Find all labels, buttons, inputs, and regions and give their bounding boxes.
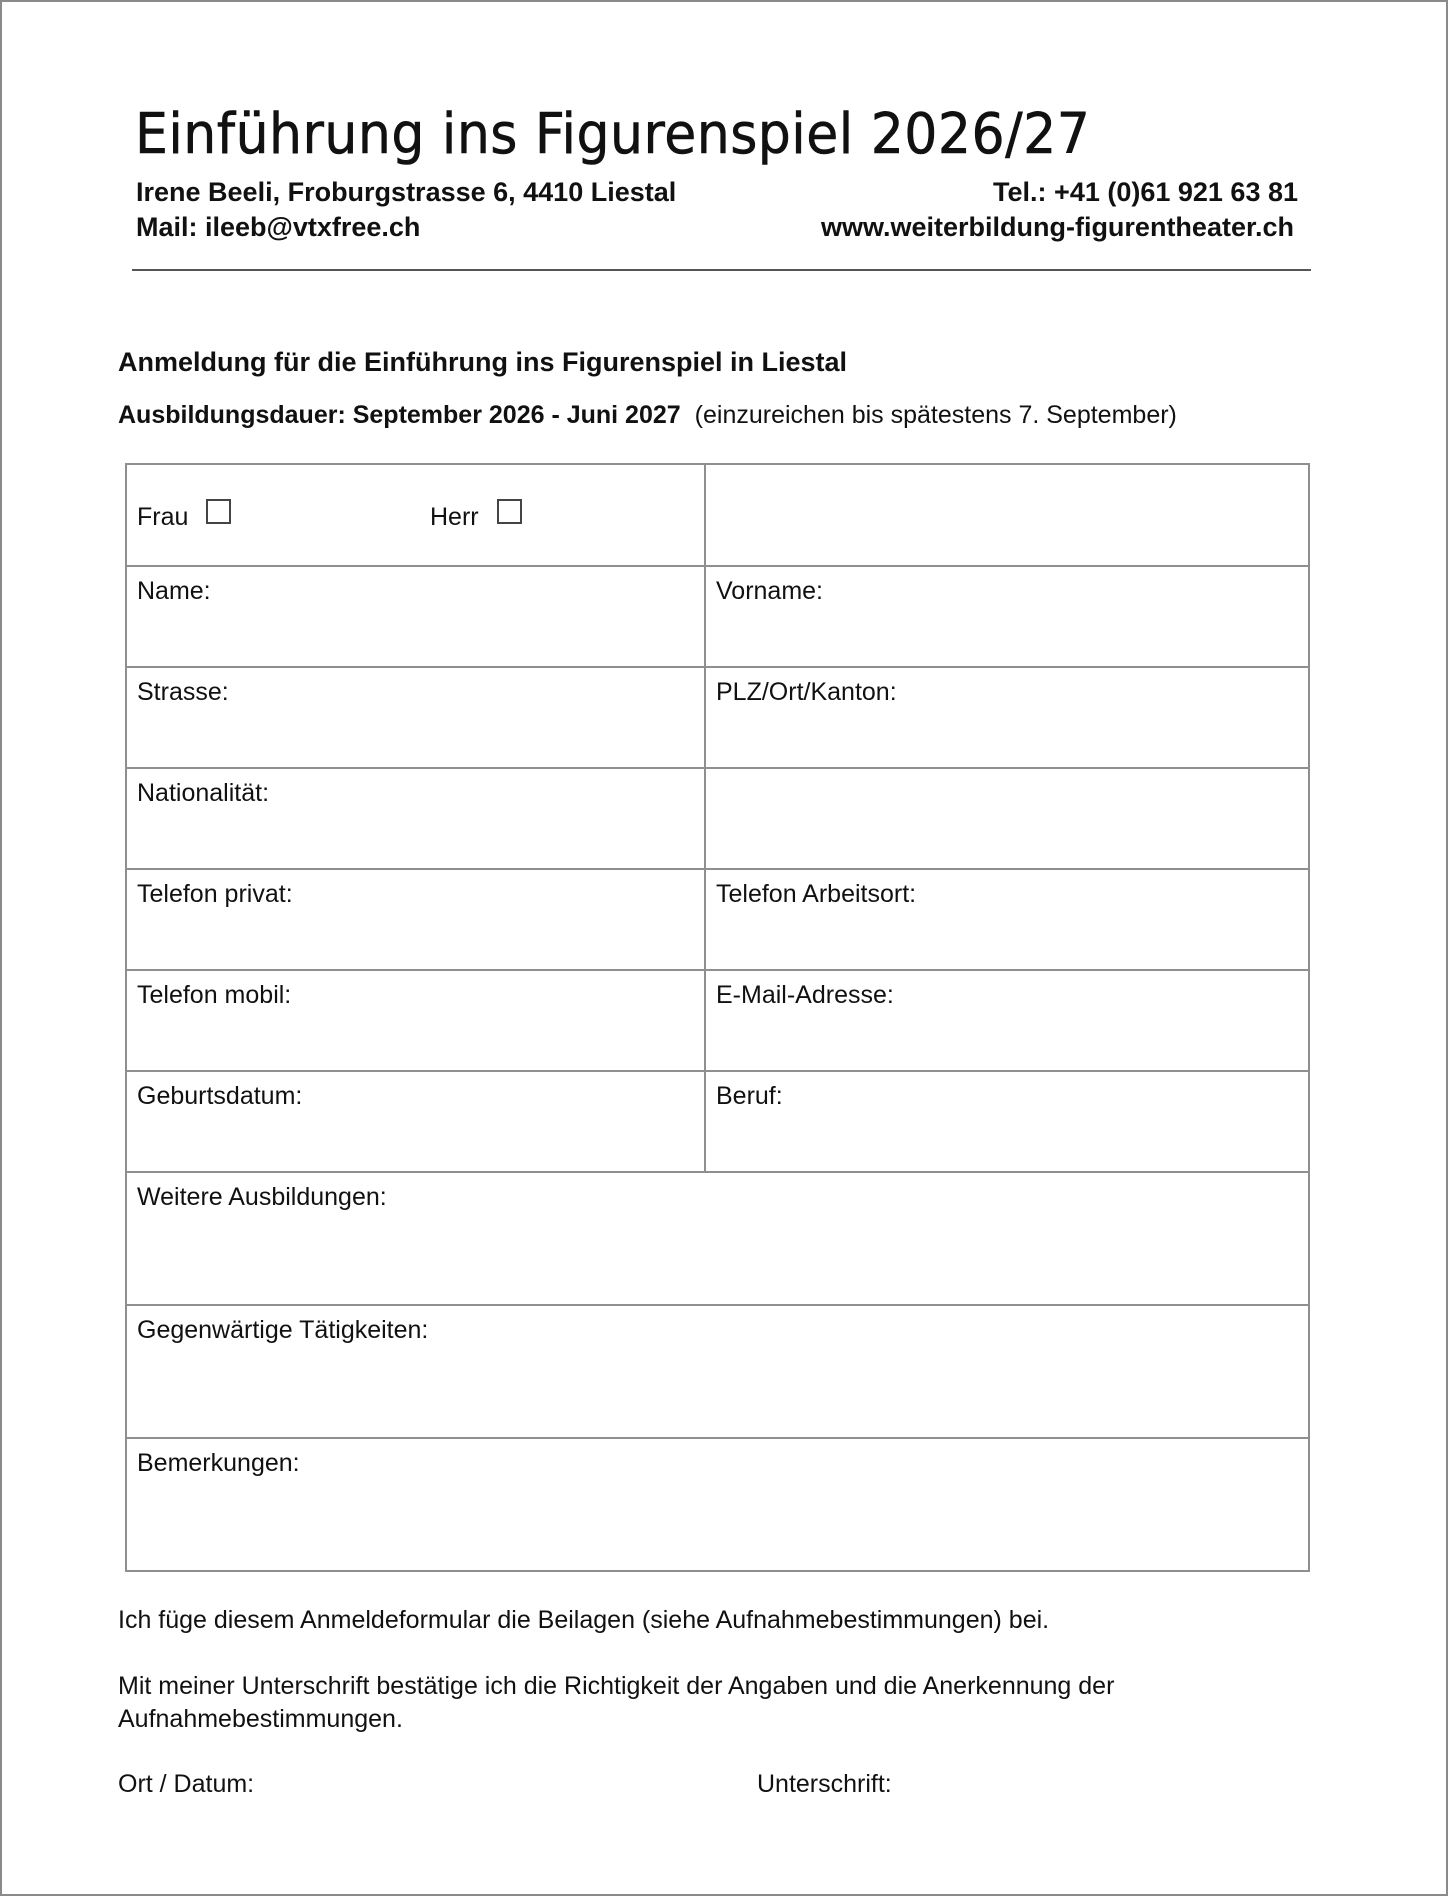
- field-label: Gegenwärtige Tätigkeiten:: [137, 1316, 429, 1344]
- geburtsdatum-field[interactable]: [126, 1071, 705, 1172]
- salutation-frau-label: Frau: [137, 503, 189, 531]
- signature-label: Unterschrift:: [757, 1770, 892, 1798]
- salutation-row: [126, 464, 1309, 566]
- contact-website[interactable]: www.weiterbildung-figurentheater.ch: [820, 212, 1294, 242]
- table-row: [126, 1305, 1309, 1438]
- beruf-field[interactable]: [705, 1071, 1309, 1172]
- salutation-herr-label: Herr: [430, 503, 479, 531]
- field-label: Nationalität:: [137, 779, 270, 807]
- empty-cell: [705, 464, 1309, 566]
- weitere-ausbildungen-field[interactable]: [126, 1172, 1309, 1305]
- salutation-cell: [126, 464, 705, 566]
- salutation-frau: [137, 503, 231, 532]
- table-row: [126, 970, 1309, 1071]
- contact-phone: Tel.: +41 (0)61 921 63 81: [993, 177, 1298, 207]
- form-heading: Anmeldung für die Einführung ins Figurenspiel in Liestal: [118, 347, 848, 377]
- field-label: Vorname:: [716, 577, 824, 605]
- field-label: Telefon Arbeitsort:: [716, 880, 917, 908]
- table-row: [126, 768, 1309, 869]
- gegenwaertige-taetigkeiten-field[interactable]: [126, 1305, 1309, 1438]
- nationalitaet-field[interactable]: [126, 768, 705, 869]
- vorname-field[interactable]: [705, 566, 1309, 667]
- empty-cell: [705, 768, 1309, 869]
- field-label: Beruf:: [716, 1082, 783, 1110]
- registration-form-table: [125, 463, 1310, 1572]
- field-label: Strasse:: [137, 678, 229, 706]
- field-label: Bemerkungen:: [137, 1449, 300, 1477]
- email-field[interactable]: [705, 970, 1309, 1071]
- frau-checkbox[interactable]: [206, 499, 231, 524]
- enclosure-note: Ich füge diesem Anmeldeformular die Beilagen (siehe Aufnahmebestimmungen) bei.: [118, 1606, 1050, 1634]
- plz-ort-kanton-field[interactable]: [705, 667, 1309, 768]
- table-row: [126, 1438, 1309, 1571]
- table-row: [126, 869, 1309, 970]
- document-title: Einführung ins Figurenspiel 2026/27: [135, 102, 1091, 167]
- table-row: [126, 1172, 1309, 1305]
- course-duration-line: [118, 401, 1177, 430]
- table-row: [126, 1071, 1309, 1172]
- confirmation-statement: Mit meiner Unterschrift bestätige ich die Richtigkeit der Angaben und die Anerkennung der Aufnahmebestimmungen.: [118, 1672, 1115, 1733]
- strasse-field[interactable]: [126, 667, 705, 768]
- bemerkungen-field[interactable]: [126, 1438, 1309, 1571]
- field-label: Geburtsdatum:: [137, 1082, 303, 1110]
- field-label: Telefon privat:: [137, 880, 293, 908]
- contact-mail: Mail: ileeb@vtxfree.ch: [136, 212, 421, 242]
- place-date-label: Ort / Datum:: [118, 1770, 255, 1798]
- field-label: Telefon mobil:: [137, 981, 292, 1009]
- table-row: [126, 667, 1309, 768]
- contact-address: Irene Beeli, Froburgstrasse 6, 4410 Liestal: [136, 177, 677, 207]
- salutation-herr: [430, 503, 522, 532]
- telefon-privat-field[interactable]: [126, 869, 705, 970]
- field-label: Name:: [137, 577, 211, 605]
- field-label: Weitere Ausbildungen:: [137, 1183, 387, 1211]
- table-row: [126, 566, 1309, 667]
- course-duration: Ausbildungsdauer: September 2026 - Juni 2027: [118, 401, 681, 429]
- submission-deadline: (einzureichen bis spätestens 7. September): [694, 401, 1177, 429]
- field-label: PLZ/Ort/Kanton:: [716, 678, 897, 706]
- name-field[interactable]: [126, 566, 705, 667]
- herr-checkbox[interactable]: [497, 499, 522, 524]
- telefon-mobil-field[interactable]: [126, 970, 705, 1071]
- telefon-arbeitsort-field[interactable]: [705, 869, 1309, 970]
- header-divider: [132, 269, 1311, 271]
- field-label: E-Mail-Adresse:: [716, 981, 894, 1009]
